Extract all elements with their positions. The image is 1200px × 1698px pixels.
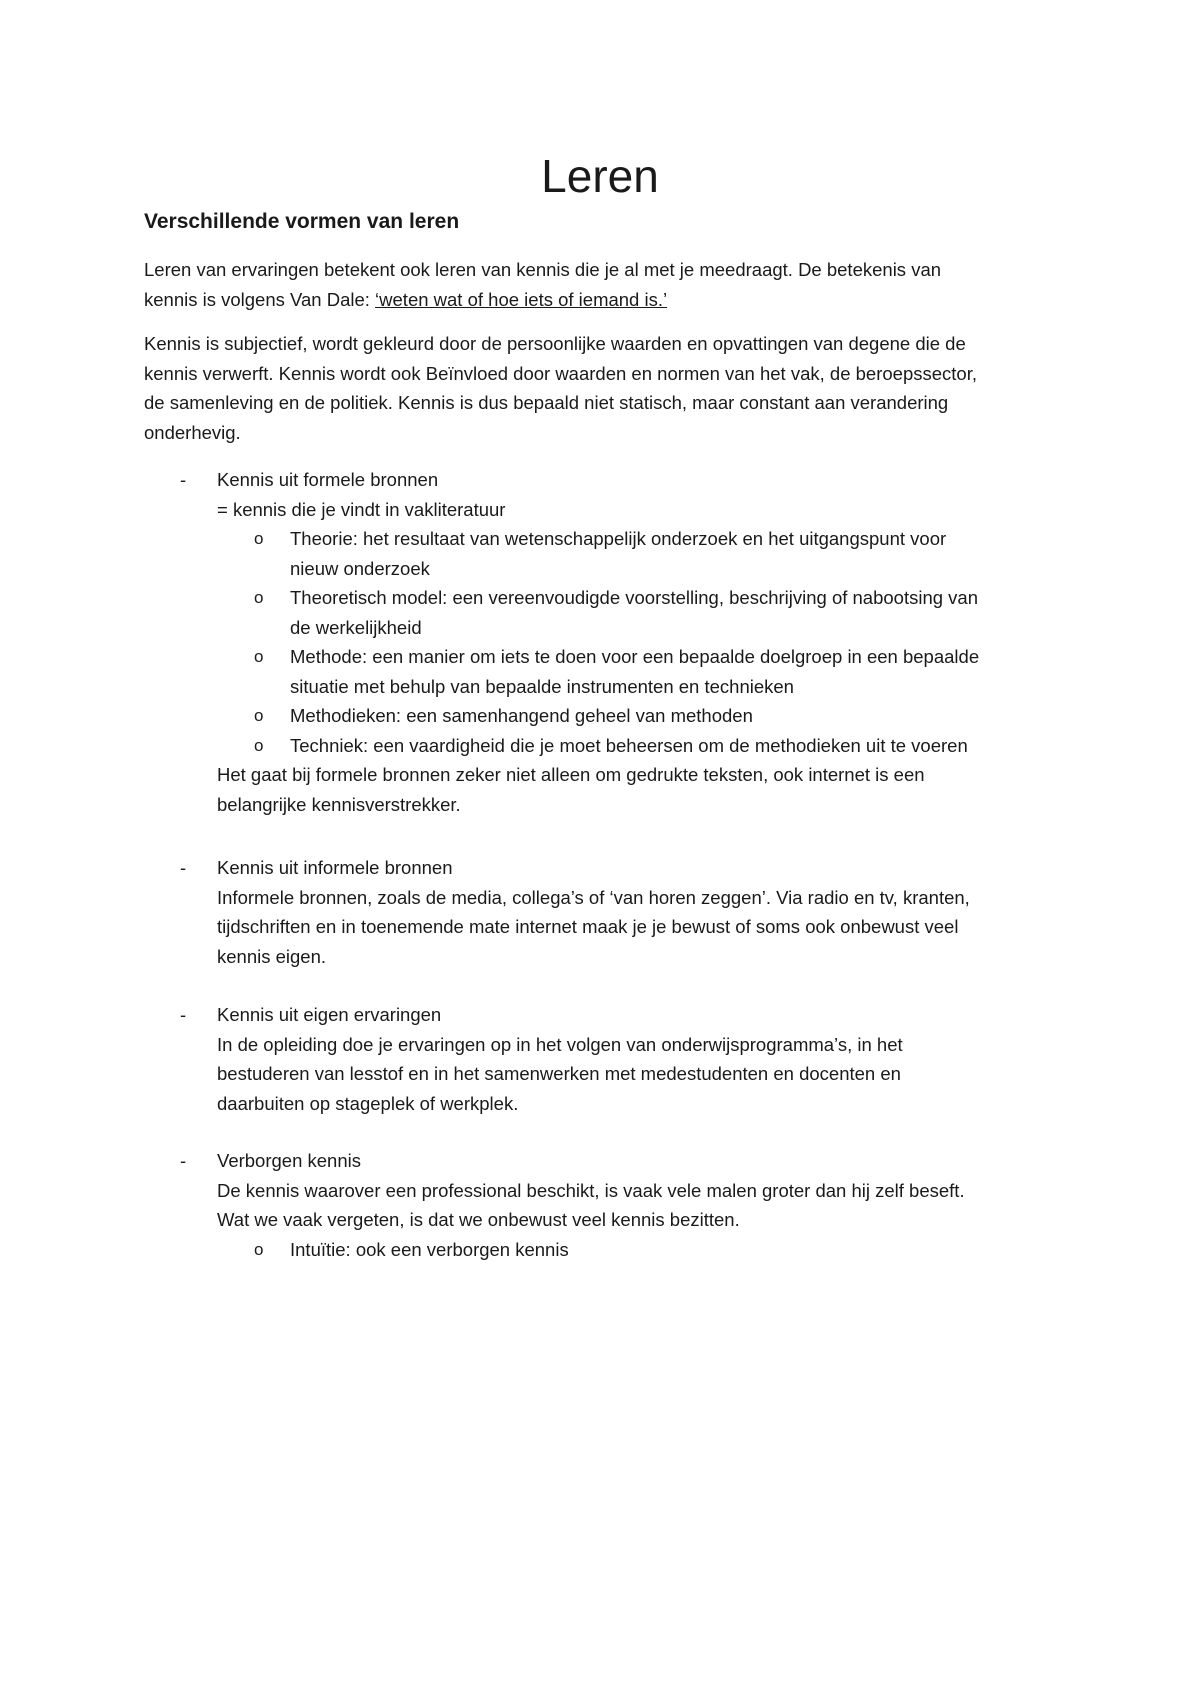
bullet-heading: Kennis uit eigen ervaringen	[217, 1004, 442, 1025]
section-heading: Verschillende vormen van leren	[144, 210, 460, 233]
sub-item-techniek	[290, 731, 1070, 761]
bullet-item-eigen-ervaringen	[217, 1000, 1067, 1118]
text-line: De kennis waarover een professional beschikt, is vaak vele malen groter dan hij zelf beseft.	[217, 1179, 965, 1201]
text-line: In de opleiding doe je ervaringen op in het volgen van onderwijsprogramma’s, in het	[217, 1033, 903, 1055]
text-line: Methodieken: een samenhangend geheel van methoden	[290, 705, 753, 726]
text-line: bestuderen van lesstof en in het samenwerken met medestudenten en docenten en	[217, 1063, 901, 1084]
text-line: onderhevig.	[144, 421, 241, 443]
bullet-heading: Kennis uit informele bronnen	[217, 857, 453, 878]
text-line: tijdschriften en in toenemende mate internet maak je je bewust of soms ook onbewust veel	[217, 916, 959, 937]
text-line: de samenleving en de politiek. Kennis is dus bepaald niet statisch, maar constant aan verandering	[144, 392, 949, 413]
sub-item-methode	[290, 642, 1070, 701]
bullet-item-formele-bronnen	[217, 465, 1067, 524]
text-line: kennis eigen.	[217, 945, 327, 967]
bullet-item-verborgen-kennis	[217, 1146, 1067, 1235]
quote-underlined: ‘weten wat of hoe iets of iemand is.’	[375, 288, 668, 310]
sub-item-theoretisch-model	[290, 583, 1070, 642]
bullet-heading: Verborgen kennis	[217, 1150, 361, 1171]
bullet-dash: -	[180, 469, 187, 490]
text-line: Informele bronnen, zoals de media, collega’s of ‘van horen zeggen’. Via radio en tv, kranten,	[217, 886, 970, 908]
text-line: Methode: een manier om iets te doen voor een bepaalde doelgroep in een bepaalde	[290, 646, 980, 667]
bullet-dash: -	[180, 1150, 187, 1171]
bullet-dash: -	[180, 857, 187, 878]
sub-item-theorie	[290, 524, 1070, 583]
definition-line: = kennis die je vindt in vakliteratuur	[217, 498, 506, 520]
sub-item-intuitie	[290, 1235, 1070, 1265]
text-line: Intuïtie: ook een verborgen kennis	[290, 1239, 569, 1260]
bullet-heading: Kennis uit formele bronnen	[217, 469, 439, 490]
text-line: kennis verwerft. Kennis wordt ook Beïnvloed door waarden en normen van het vak, de beroepssector,	[144, 362, 977, 384]
text-line	[144, 285, 1064, 315]
text-line: situatie met behulp van bepaalde instrumenten en technieken	[290, 675, 794, 697]
text-line: Kennis is subjectief, wordt gekleurd door de persoonlijke waarden en opvattingen van degene die de	[144, 333, 966, 354]
sub-item-methodieken	[290, 701, 1070, 731]
body-paragraph	[144, 329, 1064, 447]
bullet-dash: -	[180, 1004, 187, 1025]
text-line: nieuw onderzoek	[290, 557, 430, 579]
sub-bullet-marker: o	[254, 1240, 264, 1259]
text-line: Het gaat bij formele bronnen zeker niet alleen om gedrukte teksten, ook internet is een	[217, 764, 925, 785]
text-line: de werkelijkheid	[290, 616, 422, 638]
text-line: Theoretisch model: een vereenvoudigde voorstelling, beschrijving of nabootsing van	[290, 587, 979, 608]
text-line: daarbuiten op stageplek of werkplek.	[217, 1092, 519, 1114]
page-title: Leren	[541, 150, 659, 202]
text-line: Techniek: een vaardigheid die je moet beheersen om de methodieken uit te voeren	[290, 735, 968, 756]
intro-paragraph	[144, 255, 1064, 314]
sub-bullet-marker: o	[254, 736, 264, 755]
sub-bullet-marker: o	[254, 706, 264, 725]
text-line: belangrijke kennisverstrekker.	[217, 793, 461, 815]
text-line: Wat we vaak vergeten, is dat we onbewust veel kennis bezitten.	[217, 1209, 740, 1230]
text-line: Theorie: het resultaat van wetenschappelijk onderzoek en het uitgangspunt voor	[290, 528, 947, 549]
sub-bullet-marker: o	[254, 647, 264, 666]
sub-bullet-marker: o	[254, 588, 264, 607]
text-segment: kennis is volgens Van Dale:	[144, 288, 376, 310]
bullet-item-informele-bronnen	[217, 853, 1067, 971]
text-line: Leren van ervaringen betekent ook leren van kennis die je al met je meedraagt. De betekenis van	[144, 259, 942, 280]
sub-bullet-marker: o	[254, 529, 264, 548]
formele-bronnen-closing	[217, 760, 1067, 819]
